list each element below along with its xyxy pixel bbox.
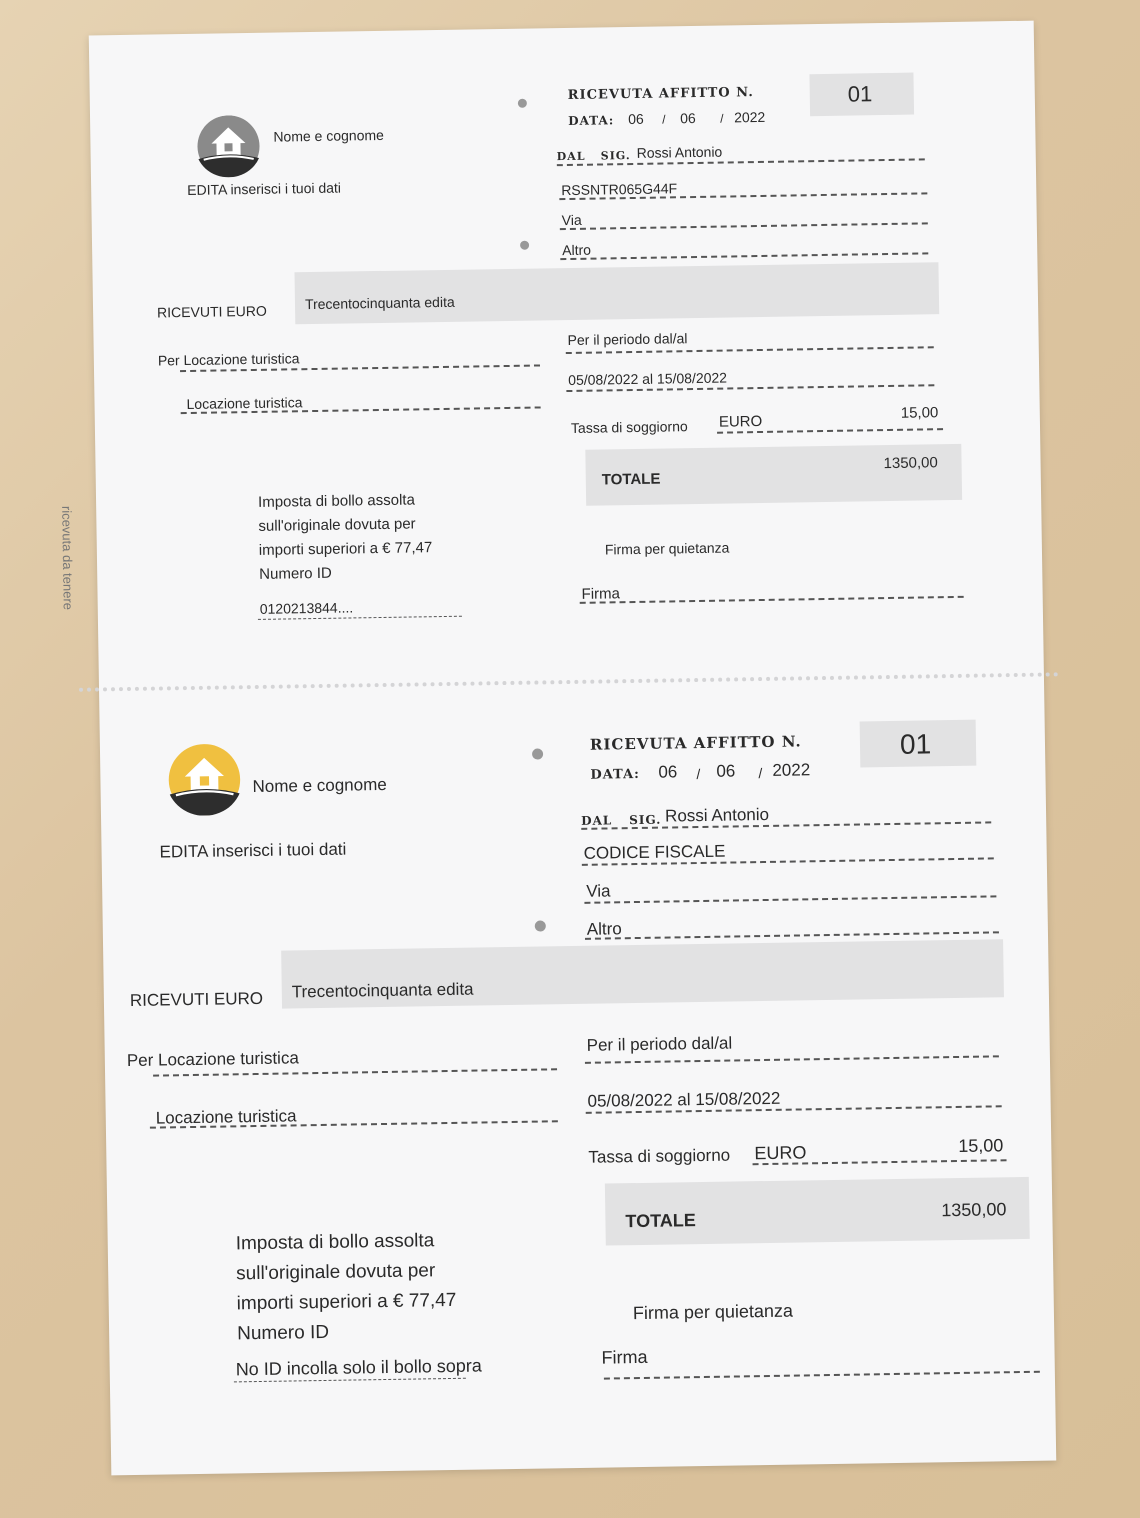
locazione: Locazione turistica [155, 1106, 297, 1128]
bollo-block [258, 488, 433, 587]
tassa-label: Tassa di soggiorno [570, 418, 688, 436]
date-year: 2022 [733, 108, 766, 126]
date-day: 06 [658, 762, 678, 782]
totale-value: 1350,00 [941, 1199, 1007, 1221]
bullet [532, 748, 543, 759]
receipt-bottom [99, 681, 1056, 1476]
per-label: Per Locazione turistica [126, 1048, 299, 1071]
totale-value: 1350,00 [883, 454, 938, 473]
edita-note: EDITA inserisci i tuoi dati [187, 179, 342, 198]
tassa-value: 15,00 [958, 1135, 1004, 1156]
totale-label: TOTALE [625, 1210, 696, 1232]
date-month: 06 [716, 761, 736, 781]
date-slash: / [720, 111, 724, 126]
firma-label: Firma [581, 585, 621, 603]
house-logo-icon [195, 115, 262, 178]
sig-label: SIG. [600, 149, 631, 163]
receipt-sheet [59, 21, 1057, 1476]
altro-label: Altro [586, 919, 622, 939]
bollo-id: No ID incolla solo il bollo sopra [235, 1355, 482, 1380]
ricevuti-amount: Trecentocinquanta edita [291, 979, 474, 1002]
sig-name: Rossi Antonio [636, 143, 723, 161]
fiscal-code: CODICE FISCALE [583, 841, 726, 863]
via-label: Via [561, 211, 582, 229]
bollo-line: sull'originale dovuta per [236, 1260, 436, 1285]
side-note: ricevuta da tenere [59, 505, 76, 611]
locazione: Locazione turistica [186, 394, 303, 413]
receipt-title: RICEVUTA AFFITTO N. [589, 732, 802, 754]
bollo-id: 0120213844.... [259, 599, 354, 617]
altro-line [560, 232, 928, 260]
dal-label: DAL [581, 813, 613, 828]
bollo-line: importi superiori a € 77,47 [236, 1289, 457, 1315]
bullet [535, 920, 546, 931]
periodo-label: Per il periodo dal/al [586, 1033, 733, 1055]
date-month: 06 [679, 109, 696, 127]
name-label: Nome e cognome [252, 774, 387, 797]
bollo-line: Numero ID [236, 1321, 330, 1345]
fiscal-code: RSSNTR065G44F [561, 180, 678, 199]
ricevuti-label: RICEVUTI EURO [156, 302, 267, 321]
amount-box [294, 262, 939, 324]
tassa-currency: EURO [718, 412, 763, 431]
date-slash: / [758, 765, 763, 782]
periodo-value: 05/08/2022 al 15/08/2022 [587, 1088, 781, 1111]
altro-line [585, 907, 999, 939]
bollo-block [236, 1226, 458, 1349]
tassa-currency: EURO [754, 1142, 807, 1164]
sig-label: SIG. [629, 812, 662, 828]
date-day: 06 [628, 110, 644, 128]
receipt-title: RICEVUTA AFFITTO N. [567, 85, 754, 103]
ricevuti-label: RICEVUTI EURO [129, 988, 264, 1010]
periodo-label: Per il periodo dal/al [567, 330, 688, 349]
firma-line [603, 1345, 1039, 1380]
totale-label: TOTALE [601, 470, 661, 489]
via-label: Via [586, 881, 611, 901]
sig-name: Rossi Antonio [664, 804, 770, 826]
date-slash: / [662, 112, 666, 127]
periodo-value: 05/08/2022 al 15/08/2022 [568, 369, 728, 389]
date-label: DATA: [590, 766, 641, 783]
ricevuti-amount: Trecentocinquanta edita [304, 293, 455, 313]
dal-label: DAL [556, 149, 586, 164]
via-line [584, 871, 996, 903]
bollo-line: Imposta di bollo assolta [235, 1230, 435, 1255]
receipt-number: 01 [899, 728, 932, 760]
date-year: 2022 [772, 760, 811, 780]
firma-label: Firma [601, 1346, 648, 1368]
bullet [518, 99, 527, 108]
bullet [520, 241, 529, 250]
date-slash: / [696, 765, 701, 783]
tassa-label: Tassa di soggiorno [588, 1145, 731, 1167]
receipt-top [89, 21, 1044, 696]
tassa-value: 15,00 [900, 404, 939, 422]
name-label: Nome e cognome [273, 126, 384, 145]
bollo-line: importi superiori a € 77,47 [258, 539, 433, 559]
firma-line [579, 574, 963, 604]
house-logo-icon [166, 743, 243, 816]
firma-quietanza: Firma per quietanza [632, 1300, 794, 1324]
bollo-line: Imposta di bollo assolta [257, 491, 415, 511]
date-label: DATA: [568, 113, 615, 128]
bollo-line: Numero ID [259, 564, 332, 583]
edita-note: EDITA inserisci i tuoi dati [159, 839, 347, 862]
bollo-line: sull'originale dovuta per [258, 515, 416, 535]
firma-quietanza: Firma per quietanza [604, 539, 730, 558]
per-label: Per Locazione turistica [157, 350, 300, 369]
via-line [560, 202, 928, 230]
receipt-number: 01 [847, 81, 873, 107]
altro-label: Altro [562, 241, 592, 259]
